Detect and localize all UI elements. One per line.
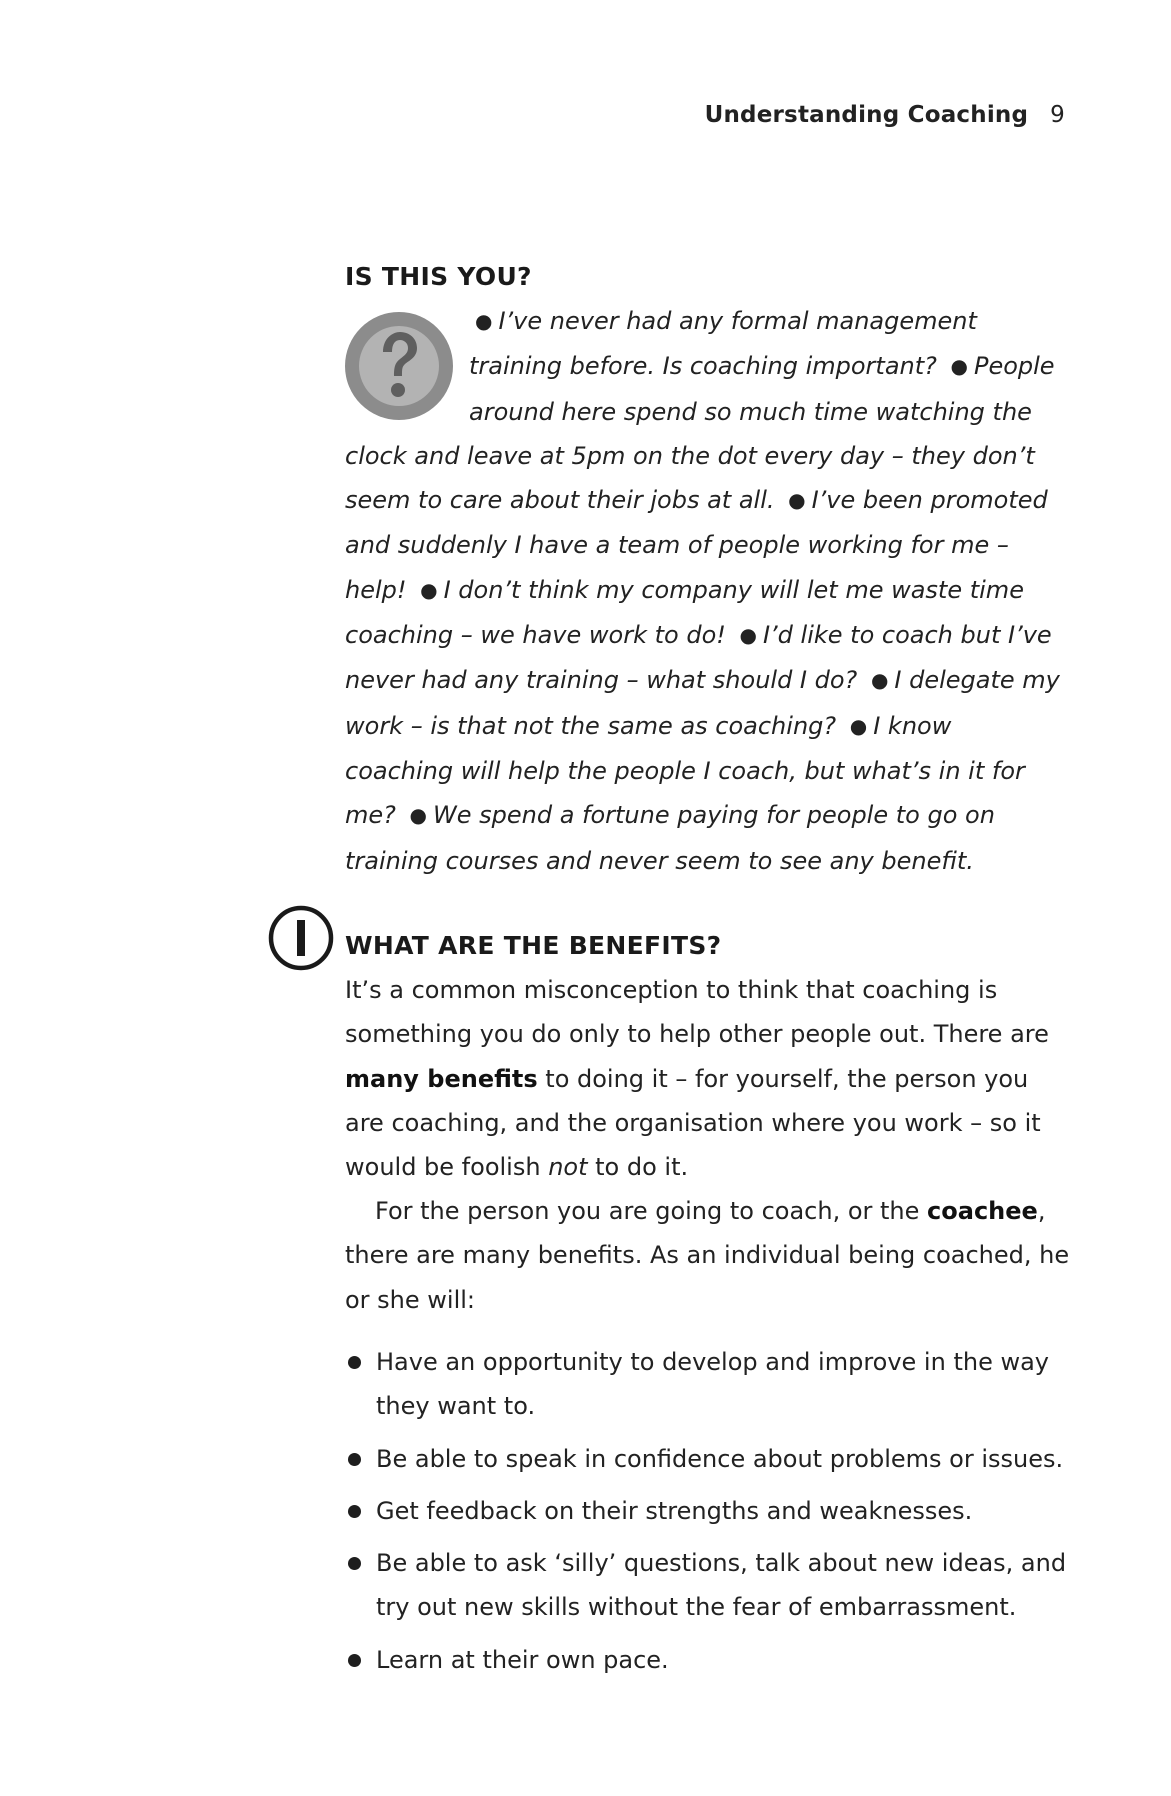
list-item: Learn at their own pace. — [345, 1638, 1070, 1682]
info-i-icon — [268, 905, 334, 971]
page-number: 9 — [1050, 102, 1065, 128]
text-run: , there are many benefits. As an individual being coached, he or she will: — [345, 1197, 1070, 1314]
bullet-dot: ● — [475, 309, 493, 333]
is-this-you-statements — [345, 299, 1065, 883]
is-this-you-heading: IS THIS YOU? — [345, 262, 532, 291]
bullet-dot: ● — [788, 488, 806, 513]
statement-3: I’ve been promoted and suddenly I have a team of people working for me – help! — [345, 486, 1048, 604]
text-run: to do it. — [587, 1153, 689, 1182]
icon-spacer — [345, 299, 469, 431]
list-item: Have an opportunity to develop and improve in the way they want to. — [345, 1340, 1070, 1429]
statement-6: I delegate my work – is that not the same as coaching? — [345, 666, 1060, 740]
statement-4: I don’t think my company will let me waste time coaching – we have work to do! — [345, 575, 1024, 650]
statement-2: People around here spend so much time watching the clock and leave at 5pm on the dot every day – they don’t seem to care about their jobs at all. — [345, 352, 1055, 515]
statement-8: We spend a fortune paying for people to go on training courses and never seem to see any benefit. — [345, 801, 995, 875]
text-run: to doing it – for yourself, the person you are coaching, and the organisation where you work – so it would be foolish — [345, 1064, 1041, 1182]
benefits-list — [345, 1340, 1070, 1690]
benefits-paragraph-2 — [345, 1189, 1070, 1322]
running-header — [0, 102, 1065, 128]
bold-text: coachee — [927, 1197, 1038, 1225]
statement-1: I’ve never had any formal management training before. Is coaching important? — [469, 307, 977, 381]
list-item: Be able to speak in confidence about problems or issues. — [345, 1437, 1070, 1481]
text-run: For the person you are going to coach, or the — [375, 1197, 928, 1225]
list-item: Be able to ask ‘silly’ questions, talk about new ideas, and try out new skills without the fear of embarrassment. — [345, 1541, 1070, 1630]
italic-text: not — [548, 1153, 588, 1182]
bullet-dot: ● — [420, 577, 438, 602]
benefits-paragraph-1 — [345, 968, 1070, 1189]
chapter-title: Understanding Coaching — [704, 102, 1029, 128]
statement-5: I’d like to coach but I’ve never had any training – what should I do? — [345, 621, 1052, 695]
bullet-dot: ● — [739, 623, 757, 648]
bold-text: many benefits — [345, 1064, 538, 1093]
list-item: Get feedback on their strengths and weaknesses. — [345, 1489, 1070, 1533]
bullet-dot: ● — [409, 803, 427, 828]
text-run: It’s a common misconception to think that coaching is something you do only to help other people out. There are — [345, 976, 1049, 1049]
bullet-dot: ● — [849, 713, 868, 738]
bullet-dot: ● — [950, 354, 968, 379]
statement-7: I know coaching will help the people I coach, but what’s in it for me? — [345, 711, 1025, 830]
bullet-dot: ● — [870, 668, 889, 693]
benefits-heading: WHAT ARE THE BENEFITS? — [345, 931, 722, 960]
